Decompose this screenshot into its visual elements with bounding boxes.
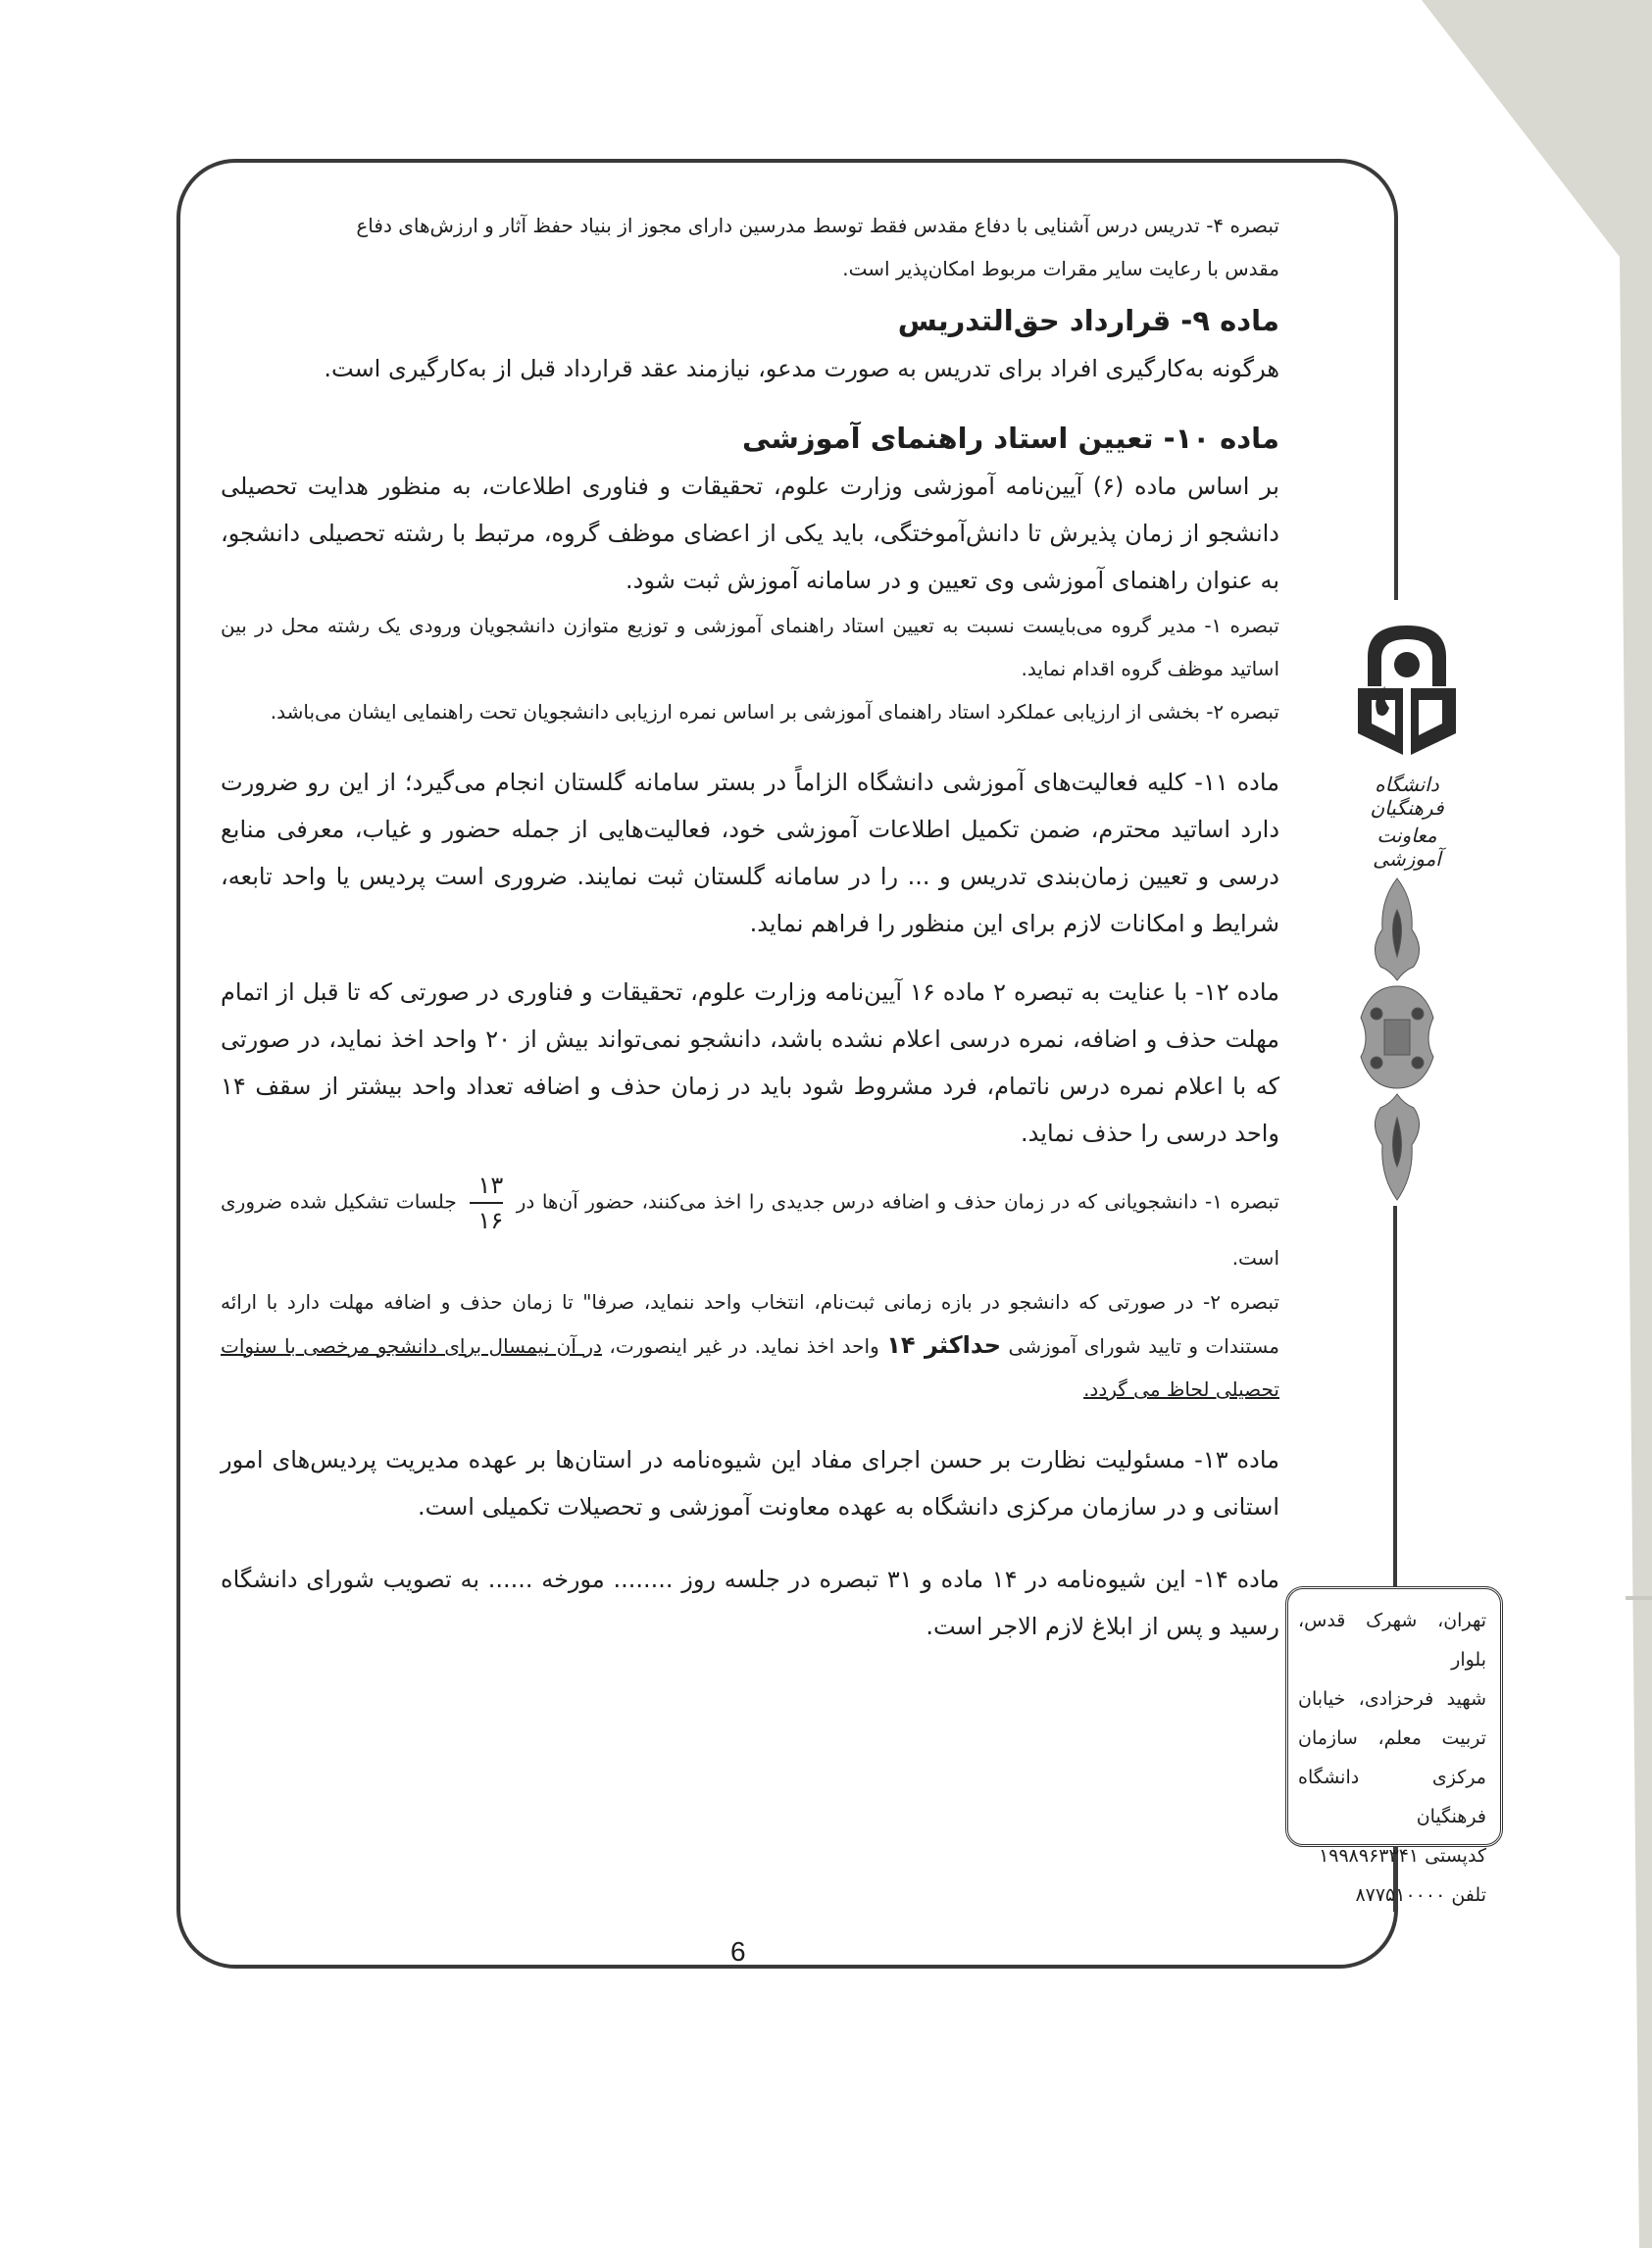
- document-body: [221, 204, 1279, 1650]
- university-logo: [1343, 618, 1471, 871]
- postal-code: کدپستی ۱۹۹۸۹۶۳۳۴۱: [1319, 1845, 1486, 1867]
- article-14-body: ماده ۱۴- این شیوه‌نامه در ۱۴ ماده و ۳۱ تبصره در جلسه روز ........ مورخه ...... به تصویب شورای دانشگاه رسید و پس از ابلاغ لازم الاجر است.: [221, 1566, 1280, 1640]
- article-10-note-1: تبصره ۱- مدیر گروه می‌بایست نسبت به تعیین استاد راهنمای آموزشی و توزیع متوازن دانشجویان ورودی یک رشته محل در بین اساتید موظف گروه اقدام نماید.: [221, 614, 1279, 680]
- article-10-body: بر اساس ماده (۶) آیین‌نامه آموزشی وزارت علوم، تحقیقات و فناوری اطلاعات، به منظور هدایت تحصیلی دانشجو از زمان پذیرش تا دانش‌آموختگی، باید یکی از اعضای موظف گروه، مرتبط با رشته تحصیلی دانشجو، به عنوان راهنمای آموزشی وی تعیین و در سامانه آموزش ثبت شود.: [221, 473, 1279, 594]
- frame-connector: [1393, 1206, 1397, 1588]
- address-line: مرکزی دانشگاه فرهنگیان: [1298, 1767, 1486, 1827]
- note-4: تبصره ۴- تدریس درس آشنایی با دفاع مقدس فقط توسط مدرسین دارای مجوز از بنیاد حفظ آثار و ارزش‌های دفاع مقدس با رعایت سایر مقرات مربوط امکان‌پذیر است.: [356, 214, 1279, 280]
- article-10-note-2: تبصره ۲- بخشی از ارزیابی عملکرد استاد راهنمای آموزشی بر اساس نمره ارزیابی دانشجویان تحت راهنمایی ایشان می‌باشد.: [270, 700, 1279, 724]
- address-line: شهید فرحزادی، خیابان: [1298, 1688, 1486, 1710]
- fraction-bar: [470, 1202, 503, 1204]
- address-line: تهران، شهرک قدس، بلوار: [1298, 1610, 1486, 1671]
- page-number: 6: [730, 1936, 746, 1967]
- university-emblem-icon: [1348, 618, 1466, 765]
- address-line: تربیت معلم، سازمان: [1298, 1727, 1486, 1749]
- arabesque-ornament-icon: [1353, 871, 1441, 1209]
- article-12-note-2: تبصره ۲- در صورتی که دانشجو در بازه زمانی ثبت‌نام، انتخاب واحد ننماید، صرفا" تا زمان حذف و اضافه مهلت دارد با ارائه مستندات و تایید شورای آموزشی حداکثر ۱۴ واحد اخذ نماید. در غیر اینصورت، در آن نیمسال برای دانشجو مرخصی با سنوات تحصیلی لحاظ می گردد.: [221, 1290, 1279, 1401]
- address-box: [1285, 1586, 1503, 1906]
- article-10-heading: ماده ۱۰- تعیین استاد راهنمای آموزشی: [741, 422, 1279, 455]
- article-9-body: هرگونه به‌کارگیری افراد برای تدریس به صورت مدعو، نیازمند عقد قرارداد قبل از به‌کارگیری است.: [324, 355, 1279, 382]
- logo-department-name: معاونت آموزشی: [1373, 824, 1441, 871]
- logo-university-name: دانشگاه فرهنگیان: [1370, 773, 1444, 820]
- article-12-body: ماده ۱۲- با عنایت به تبصره ۲ ماده ۱۶ آیین‌نامه وزارت علوم، تحقیقات و فناوری در صورتی که تا قبل از اتمام مهلت حذف و اضافه، نمره درسی اعلام نشده باشد، دانشجو نمی‌تواند بیش از ۲۰ واحد اخذ نماید، در صورتی که با اعلام نمره درس ناتمام، فرد مشروط شود باید در زمان حذف و اضافه تعداد واحد بیشتر از سقف ۱۴ واحد درسی را حذف نماید.: [221, 978, 1280, 1147]
- underlined-clause: در آن نیمسال برای دانشجو مرخصی با سنوات تحصیلی لحاظ می گردد.: [221, 1334, 1279, 1401]
- phone-number: تلفن ۸۷۷۵۱۰۰۰۰: [1355, 1884, 1486, 1906]
- fraction: $\frac{۱۳}{۱۶}$: [470, 1171, 503, 1235]
- article-9-heading: ماده ۹- قرارداد حق‌التدریس: [897, 304, 1279, 337]
- article-11-body: ماده ۱۱- کلیه فعالیت‌های آموزشی دانشگاه الزاماً در بستر سامانه گلستان انجام می‌گیرد؛ از این رو ضرورت دارد اساتید محترم، ضمن تکمیل اطلاعات آموزشی خود، فعالیت‌هایی از جمله حضور و غیاب، معرفی منابع درسی و تعیین زمان‌بندی تدریس و ... را در سامانه گلستان ثبت نمایند. ضروری است پردیس یا واحد تابعه، شرایط و امکانات لازم برای این منظور را فراهم نماید.: [221, 769, 1280, 937]
- max-units-emphasis: حداکثر ۱۴: [886, 1331, 1002, 1359]
- article-13-body: ماده ۱۳- مسئولیت نظارت بر حسن اجرای مفاد این شیوه‌نامه در استان‌ها بر عهده مدیریت پردیس‌های امور استانی و در سازمان مرکزی دانشگاه به عهده معاونت آموزشی و تحصیلات تکمیلی است.: [221, 1446, 1279, 1521]
- article-12-note-1: تبصره ۱- دانشجویانی که در زمان حذف و اضافه درس جدیدی را اخذ می‌کنند، حضور آن‌ها در $\frac{۱۳}{۱۶}$ جلسات تشکیل شده ضروری است.: [221, 1172, 1280, 1270]
